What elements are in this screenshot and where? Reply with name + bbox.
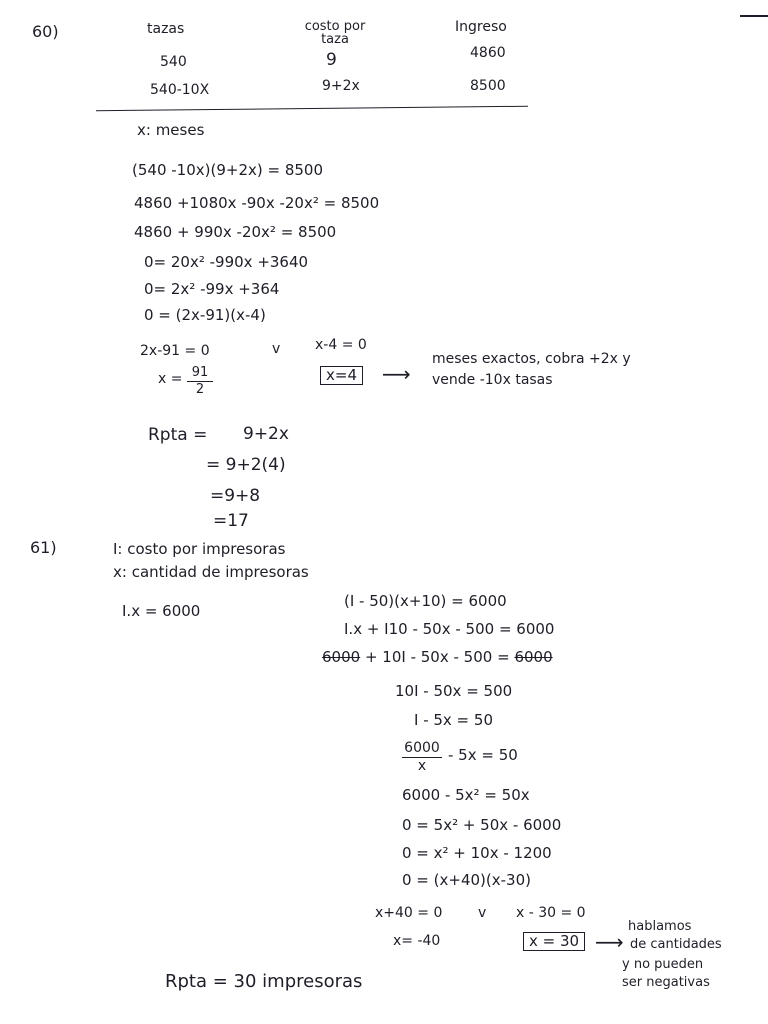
step-61-4: 10I - 50x = 500 (395, 682, 513, 700)
factor-right-eq: x-4 = 0 (315, 337, 367, 353)
rpta-step-3: =9+8 (210, 486, 261, 506)
table-header-ingreso: Ingreso (455, 19, 507, 35)
boxed-answer-60: x=4 (320, 366, 363, 385)
problem-60-number: 60) (32, 22, 59, 41)
x-negative-solution: x= -40 (393, 933, 441, 949)
step-5: 0= 2x² -99x +364 (144, 280, 280, 298)
note-line-2: vende -10x tasas (432, 372, 553, 388)
crossed-6000-left: 6000 (322, 648, 361, 666)
definition-x: x: cantidad de impresoras (113, 563, 309, 581)
step-61-9: 0 = (x+40)(x-30) (402, 871, 531, 889)
rpta-label-60: Rpta = (148, 425, 208, 445)
or-symbol-61: v (478, 905, 487, 921)
arrow-right-icon: ⟶ (382, 362, 411, 386)
equation-main: I.x = 6000 (122, 602, 201, 620)
x-equals-label: x = (158, 371, 183, 387)
table-row1-tazas: 540 (160, 54, 187, 70)
table-header-costo: costo por taza (304, 19, 366, 47)
step-61-3-middle: + 10I - 50x - 500 = (364, 648, 510, 666)
step-1: (540 -10x)(9+2x) = 8500 (132, 161, 323, 179)
fraction-rest: - 5x = 50 (448, 746, 518, 764)
corner-rule (740, 15, 768, 17)
note-61-line-2: de cantidades (630, 937, 722, 952)
note-61-line-1: hablamos (628, 919, 692, 934)
step-3: 4860 + 990x -20x² = 8500 (134, 223, 337, 241)
rpta-step-4: =17 (213, 511, 249, 531)
step-61-3 (322, 650, 553, 665)
arrow-right-icon-61: ⟶ (595, 930, 624, 954)
fraction-x-denominator: x (417, 757, 427, 774)
table-row1-ingreso: 4860 (470, 45, 506, 61)
step-61-8: 0 = x² + 10x - 1200 (402, 844, 552, 862)
note-61-line-4: ser negativas (622, 975, 710, 990)
table-row2-ingreso: 8500 (470, 78, 506, 94)
table-separator (96, 106, 528, 112)
crossed-6000-right: 6000 (514, 648, 553, 666)
rpta-step-1: 9+2x (243, 424, 289, 444)
definition-i: I: costo por impresoras (113, 540, 286, 558)
fraction-denominator: 2 (195, 381, 205, 397)
step-61-2: I.x + I10 - 50x - 500 = 6000 (344, 620, 555, 638)
note-line-1: meses exactos, cobra +2x y (432, 351, 631, 367)
step-61-6: 6000 - 5x² = 50x (402, 786, 530, 804)
x-fraction (187, 366, 213, 396)
step-4: 0= 20x² -990x +3640 (144, 253, 309, 271)
boxed-answer-61: x = 30 (523, 932, 585, 951)
fraction-6000-over-x (402, 741, 442, 773)
table-row1-costo: 9 (326, 50, 337, 70)
step-61-1: (I - 50)(x+10) = 6000 (344, 592, 507, 610)
fraction-6000-numerator: 6000 (402, 741, 442, 758)
problem-61-number: 61) (30, 538, 57, 557)
factor-61-right-eq: x - 30 = 0 (516, 905, 586, 921)
step-61-7: 0 = 5x² + 50x - 6000 (402, 816, 562, 834)
factor-left-eq: 2x-91 = 0 (140, 343, 210, 359)
factor-61-left-eq: x+40 = 0 (375, 905, 443, 921)
note-61-line-3: y no pueden (622, 957, 704, 972)
variable-definition: x: meses (137, 121, 205, 139)
fraction-numerator: 91 (187, 366, 213, 382)
table-row2-tazas: 540-10X (150, 82, 210, 98)
rpta-61: Rpta = 30 impresoras (165, 971, 363, 992)
or-symbol: v (272, 341, 281, 357)
rpta-step-2: = 9+2(4) (206, 455, 286, 475)
step-6: 0 = (2x-91)(x-4) (144, 306, 266, 324)
table-header-tazas: tazas (147, 21, 185, 37)
table-row2-costo: 9+2x (322, 78, 360, 94)
step-2: 4860 +1080x -90x -20x² = 8500 (134, 194, 380, 212)
step-61-5: I - 5x = 50 (414, 711, 493, 729)
